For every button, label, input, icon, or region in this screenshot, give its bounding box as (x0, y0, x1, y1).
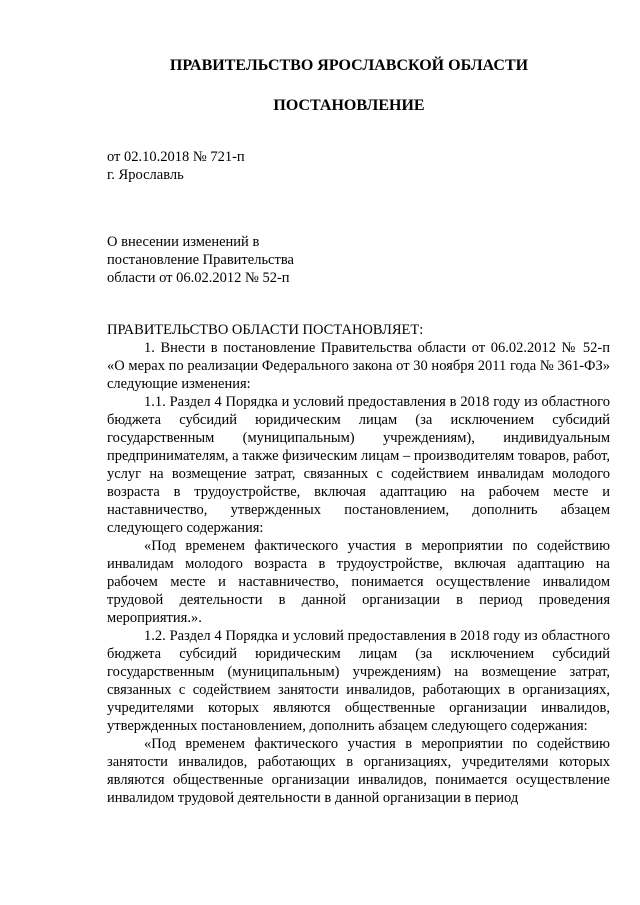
paragraph-1-2: 1.2. Раздел 4 Порядка и условий предоставления в 2018 году из областного бюджета субсидий юридическим лицам (за исключением субсидий государственным (муниципальным) учреждениям) на возмещение затрат, связанных с содействием занятости инвалидов, работающих в организациях, учредителями которых являются общественные организации инвалидов, утвержденных постановлением, дополнить абзацем следующего содержания: (107, 628, 610, 734)
document-title (107, 233, 294, 287)
document-body (107, 321, 610, 807)
date-and-number: от 02.10.2018 № 721-п (107, 149, 245, 165)
preamble: ПРАВИТЕЛЬСТВО ОБЛАСТИ ПОСТАНОВЛЯЕТ: (107, 322, 424, 338)
government-header: ПРАВИТЕЛЬСТВО ЯРОСЛАВСКОЙ ОБЛАСТИ (169, 57, 529, 74)
document-type-heading: ПОСТАНОВЛЕНИЕ (273, 97, 425, 114)
quote-paragraph-1: «Под временем фактического участия в мероприятии по содействию инвалидам молодого возраста в трудоустройстве, включая адаптацию на рабочем месте и наставничество, понимается осуществление инвалидом трудовой деятельности в данной организации в период проведения мероприятия.». (107, 538, 610, 626)
paragraph-1: 1. Внести в постановление Правительства области от 06.02.2012 № 52-п «О мерах по реализации Федерального закона от 30 ноября 2011 года № 361-ФЗ» следующие изменения: (107, 340, 610, 392)
title-line: О внесении изменений в (107, 234, 260, 250)
title-line: постановление Правительства (107, 252, 294, 268)
city-line: г. Ярославль (107, 167, 184, 183)
paragraph-1-1: 1.1. Раздел 4 Порядка и условий предоставления в 2018 году из областного бюджета субсидий юридическим лицам (за исключением субсидий государственным (муниципальным) учреждениям), индивидуальным предпринимателям, а также физическим лицам – производителям товаров, работ, услуг на возмещение затрат, связанных с содействием инвалидам молодого возраста в трудоустройстве, включая адаптацию на рабочем месте и наставничество, утвержденных постановлением, дополнить абзацем следующего содержания: (107, 394, 610, 536)
quote-paragraph-2: «Под временем фактического участия в мероприятии по содействию занятости инвалидов, работающих в организациях, учредителями которых являются общественные организации инвалидов, понимается осуществление инвалидом трудовой деятельности в данной организации в период (107, 736, 610, 806)
title-line: области от 06.02.2012 № 52-п (107, 270, 290, 286)
